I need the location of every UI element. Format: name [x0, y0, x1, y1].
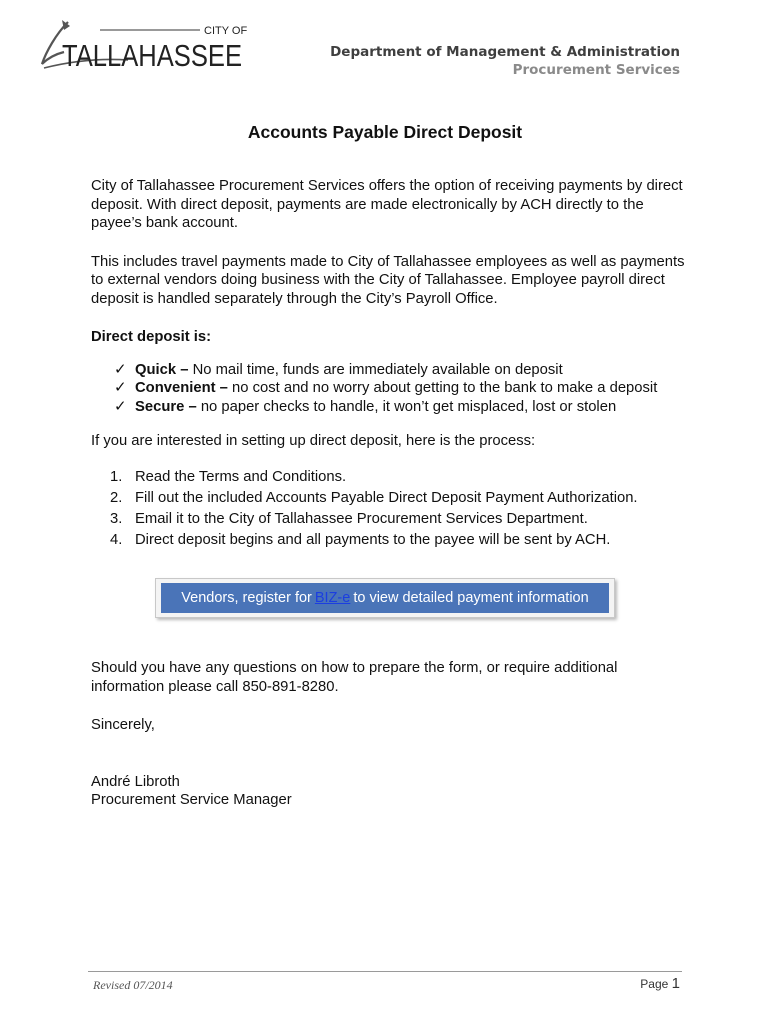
tallahassee-logo-icon	[38, 18, 248, 90]
step-text: Email it to the City of Tallahassee Procurement Services Department.	[135, 510, 588, 527]
benefit-label: Convenient –	[135, 380, 228, 396]
step-text: Fill out the included Accounts Payable Direct Deposit Payment Authorization.	[135, 489, 638, 506]
list-item	[114, 361, 686, 380]
vendor-banner-inner	[161, 583, 609, 613]
step-number: 2.	[110, 489, 123, 506]
page-number	[640, 975, 680, 992]
page-number-value: 1	[671, 975, 680, 992]
checkmark-icon: ✓	[114, 361, 127, 378]
city-logo	[38, 18, 248, 90]
signer-role: Procurement Service Manager	[91, 792, 292, 808]
step-number: 3.	[110, 510, 123, 527]
sincerely-text: Sincerely,	[91, 717, 155, 733]
list-item	[91, 467, 686, 488]
benefit-label: Secure –	[135, 398, 197, 415]
department-header	[330, 43, 680, 79]
benefit-label: Quick –	[135, 361, 189, 378]
benefit-text: no paper checks to handle, it won’t get misplaced, lost or stolen	[196, 398, 617, 415]
svg-text:TALLAHASSEE: TALLAHASSEE	[62, 38, 242, 73]
checkmark-icon: ✓	[114, 398, 127, 415]
signer-name: André Libroth	[91, 773, 180, 790]
benefits-heading: Direct deposit is:	[91, 329, 212, 345]
benefit-text: no cost and no worry about getting to the bank to make a deposit	[227, 380, 658, 396]
document-body	[91, 177, 686, 551]
document-title: Accounts Payable Direct Deposit	[247, 122, 523, 142]
includes-paragraph: This includes travel payments made to City of Tallahassee employees as well as payments to external vendors doing business with the City of Tallahassee. Employee payroll direct deposit is handled separately through the City’s Payroll Office.	[91, 253, 685, 307]
intro-paragraph: City of Tallahassee Procurement Services offers the option of receiving payments by direct deposit. With direct deposit, payments are made electronically by ACH directly to the payee’s bank account.	[91, 178, 683, 231]
list-item	[114, 379, 686, 398]
biz-e-link[interactable]: BIZ-e	[314, 590, 351, 606]
list-item	[91, 509, 686, 530]
vendor-banner	[155, 578, 615, 618]
banner-suffix: to view detailed payment information	[353, 590, 589, 606]
page-label: Page	[640, 977, 669, 991]
revised-date: Revised 07/2014	[93, 978, 173, 992]
list-item	[114, 398, 686, 417]
step-number: 4.	[110, 531, 123, 548]
questions-paragraph: Should you have any questions on how to prepare the form, or require additional information please call 850-891-8280.	[91, 660, 618, 695]
list-item	[91, 488, 686, 509]
closing-section	[91, 659, 686, 810]
svg-text:CITY OF: CITY OF	[204, 25, 248, 37]
process-intro: If you are interested in setting up direct deposit, here is the process:	[91, 433, 536, 449]
step-text: Direct deposit begins and all payments to the payee will be sent by ACH.	[135, 531, 611, 548]
footer-divider	[88, 971, 682, 972]
division-name: Procurement Services	[512, 62, 680, 78]
list-item	[91, 530, 686, 551]
banner-prefix: Vendors, register for	[181, 590, 312, 606]
process-steps	[91, 467, 686, 551]
checkmark-icon: ✓	[114, 380, 127, 396]
department-name: Department of Management & Administration	[330, 44, 680, 60]
step-text: Read the Terms and Conditions.	[135, 468, 347, 485]
step-number: 1.	[110, 468, 123, 485]
benefits-list	[91, 361, 686, 417]
benefit-text: No mail time, funds are immediately available on deposit	[188, 361, 563, 378]
